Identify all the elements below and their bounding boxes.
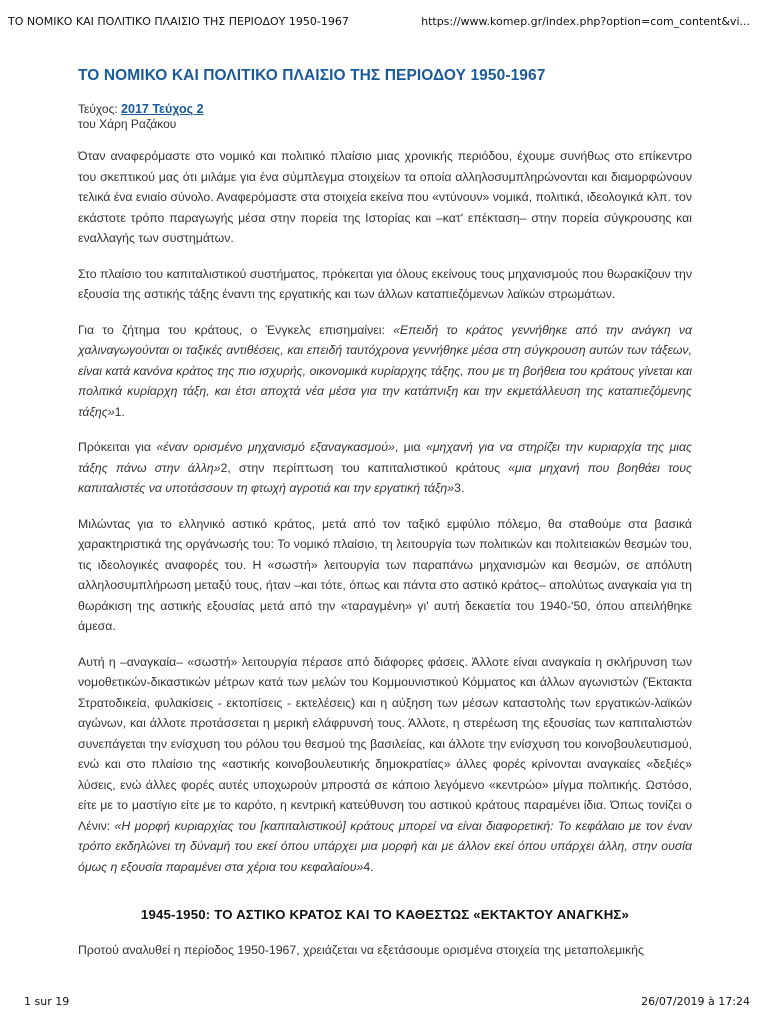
issue-link[interactable]: 2017 Τεύχος 2 [121, 102, 204, 116]
paragraph-6 [78, 652, 692, 878]
print-header [8, 15, 750, 31]
quote-machine: «μηχανή για να στηρίζει την κυριαρχία της μιας τάξης πάνω στην άλλη» [78, 440, 692, 475]
print-datetime: 26/07/2019 à 17:24 [641, 995, 750, 1008]
footnote-ref-4: 4. [363, 859, 374, 874]
issue-label: Τεύχος: [78, 102, 118, 116]
footnote-ref-1: 1. [114, 404, 125, 419]
print-footer [24, 995, 750, 1011]
print-header-title: ΤΟ ΝΟΜΙΚΟ ΚΑΙ ΠΟΛΙΤΙΚΟ ΠΛΑΙΣΙΟ ΤΗΣ ΠΕΡΙΟΔΟΥ 1950-1967 [8, 15, 349, 28]
section-heading: 1945-1950: ΤΟ ΑΣΤΙΚΟ ΚΡΑΤΟΣ ΚΑΙ ΤΟ ΚΑΘΕΣΤΩΣ «ΕΚΤΑΚΤΟΥ ΑΝΑΓΚΗΣ» [140, 907, 630, 922]
footnote-ref-3: 3. [454, 481, 465, 495]
print-header-url: https://www.komep.gr/index.php?option=com_content&vi... [421, 15, 750, 28]
paragraph-3-text: Για το ζήτημα του κράτους, ο Ένγκελς επισημαίνει: [78, 322, 394, 337]
paragraph-4 [78, 437, 692, 499]
paragraph-4-text-a: Πρόκειται για [78, 440, 157, 454]
article-meta [78, 102, 692, 132]
article [78, 66, 692, 976]
paragraph-1: Όταν αναφερόμαστε στο νομικό και πολιτικό πλαίσιο μιας χρονικής περιόδου, έχουμε συνήθως στο επίκεντρο του σκεπτικού μας ότι μιλάμε για ένα σύμπλεγμα στοιχείων τα οποία αλληλοσυμπληρώνονται και διαμορφώνουν τελικά ένα ενιαίο σύνολο. Αναφερόμαστε στα στοιχεία εκείνα που «ντύνουν» νομικά, πολιτικά, ιδεολογικά κλπ. τον εκάστοτε τρόπο παραγωγής μέσα στην πορεία της Ιστορίας και –κατ' επέκταση– στην πορεία σύγκρουσης και εναλλαγής των συστημάτων. [78, 149, 693, 245]
paragraph-6-text: Αυτή η –αναγκαία– «σωστή» λειτουργία πέρασε από διάφορες φάσεις. Άλλοτε είναι αναγκαία η σκλήρυνση των νομοθετικών-δικαστικών μέτρων κατά των μελών του Κομμουνιστικού Κόμματος και άλλων αγωνιστών (Έκτακτα Στρατοδικεία, φυλακίσεις - εκτοπίσεις - εκτελέσεις) και η αύξηση των μέσων καταστολής των εργατικών-λαϊκών αγώνων, και άλλοτε προτάσσεται η μερική ελάφρυνσή τους. Άλλοτε, η στερέωση της εξουσίας των καπιταλιστών συνεπάγεται την ενίσχυση του ρόλου του θεσμού της βασιλείας, και άλλοτε την ενίσχυση του κοινοβουλευτισμού, ενώ και στο πλαίσιο της «αστικής κοινοβουλευτικής δημοκρατίας» άλλες φορές κρίνονται αναγκαίες «δεξιές» λύσεις, ενώ άλλες φορές αυτές υποχωρούν μπροστά σε κάποιο λεγόμενο «κεντρώο» μίγμα πολιτικής. Ωστόσο, είτε με το μαστίγιο είτε με το καρότο, η κεντρική κατεύθυνση του αστικού κράτους παραμένει ίδια. Όπως τονίζει ο Λένιν: [78, 654, 692, 833]
quote-capitalists: «μια μηχανή που βοηθάει τους καπιταλιστές να υποτάσσουν τη φτωχή αγροτιά και την εργατική τάξη» [78, 460, 692, 495]
quote-mechanism: «έναν ορισμένο μηχανισμό εξαναγκασμού» [156, 440, 395, 454]
paragraph-4-text-b: , μια [394, 440, 426, 454]
article-title: ΤΟ ΝΟΜΙΚΟ ΚΑΙ ΠΟΛΙΤΙΚΟ ΠΛΑΙΣΙΟ ΤΗΣ ΠΕΡΙΟΔΟΥ 1950-1967 [78, 67, 546, 84]
author-byline: του Χάρη Ραζάκου [78, 117, 177, 131]
page-counter: 1 sur 19 [24, 995, 70, 1008]
paragraph-2: Στο πλαίσιο του καπιταλιστικού συστήματος, πρόκειται για όλους εκείνους τους μηχανισμούς που θωρακίζουν την εξουσία της αστικής τάξης έναντι της εργατικής και των άλλων καταπιεζόμενων λαϊκών στρωμάτων. [78, 266, 692, 301]
engels-quote: «Επειδή το κράτος γεννήθηκε από την ανάγκη να χαλιναγωγούνται οι ταξικές αντιθέσεις, και επειδή ταυτόχρονα γεννήθηκε μέσα στη σύγκρουση αυτών των τάξεων, είναι κατά κανόνα κράτος της πιο ισχυρής, οικονομικά κυρίαρχης τάξης, που με τη βοήθεια του κράτους γίνεται και πολιτικά κυρίαρχη τάξη, και έτσι αποχτά νέα μέσα για την κατάπνιξη και την εκμετάλλευση της καταπιεζόμενης τάξης» [78, 322, 692, 419]
article-body [78, 146, 692, 961]
paragraph-4-text-c: 2, στην περίπτωση του καπιταλιστικού κράτους [220, 460, 509, 475]
paragraph-5: Μιλώντας για το ελληνικό αστικό κράτος, μετά από τον ταξικό εμφύλιο πόλεμο, θα σταθούμε στα βασικά χαρακτηριστικά της οργάνωσής του: Το νομικό πλαίσιο, τη λειτουργία των πολιτικών και πολιτειακών θεσμών του, τις ιδεολογικές αναφορές του. Η «σωστή» λειτουργία των παραπάνω μηχανισμών και θεσμών, σε απόλυτη αλληλοσυμπλήρωση μεταξύ τους, ήταν –και τότε, όπως και πάντα στο αστικό κράτος– απολύτως αναγκαία για τη θωράκιση της αστικής εξουσίας μετά από την «ταραγμένη» γι' αυτή δεκαετία του 1940-'50, όπου απειλήθηκε άμεσα. [78, 516, 692, 633]
lenin-quote: «Η μορφή κυριαρχίας του [καπιταλιστικού] κράτους μπορεί να είναι διαφορετική: Το κεφάλαιο με τον έναν τρόπο εκδηλώνει τη δύναμή του εκεί όπου υπάρχει μια μορφή και με άλλον εκεί όπου υπάρχει άλλη, στην ουσία όμως η εξουσία παραμένει στα χέρια του κεφαλαίου» [78, 818, 693, 874]
paragraph-3 [78, 320, 692, 423]
paragraph-7: Προτού αναλυθεί η περίοδος 1950-1967, χρειάζεται να εξετάσουμε ορισμένα στοιχεία της μεταπολεμικής [78, 943, 644, 957]
